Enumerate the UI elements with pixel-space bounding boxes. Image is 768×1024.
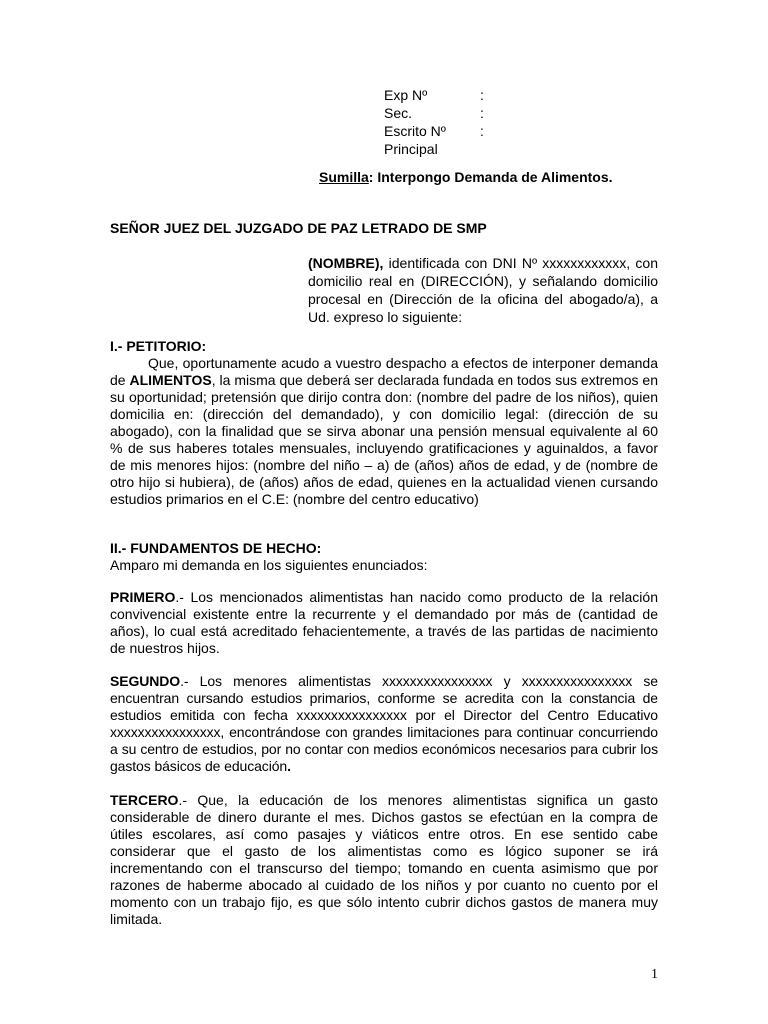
petitorio-bold: ALIMENTOS — [129, 372, 212, 388]
segundo-end: . — [287, 758, 291, 774]
sumilla — [319, 169, 613, 185]
petitorio-text-b: , la misma que deberá ser declarada fundada en todos sus extremos en su oportunidad; pretensión que dirijo contra don: (nombre del padre de los niños), quien domicilia en: (dirección del demandado), y con domicilio legal: (dirección de su abogado), con la finalidad que se sirva abonar una pensión mensual equivalente al 60 % de sus haberes totales mensuales, incluyendo gratificaciones y aguinaldos, a favor de mis menores hijos: (nombre del niño – a) de (años) años de edad, y de (nombre de otro hijo si hubiera), de (años) años de edad, quienes en la actualidad vienen cursando estudios primarios en el C.E: (nombre del centro educativo) — [110, 372, 658, 507]
tercero-paragraph — [110, 792, 658, 928]
case-header — [384, 86, 484, 158]
primero-label: PRIMERO — [110, 589, 176, 605]
segundo-text: .- Los menores alimentistas xxxxxxxxxxxxxxxx y xxxxxxxxxxxxxxxx se encuentran cursando estudios primarios, conforme se acredita con la constancia de estudios emitida con fecha xxxxxxxxxxxxxxxx por el Director del Centro Educativo xxxxxxxxxxxxxxxx, encontrándose con grandes limitaciones para continuar concurriendo a su centro de estudios, por no contar con medios económicos necesarios para cubrir los gastos básicos de educación — [110, 673, 658, 774]
fundamentos-heading: II.- FUNDAMENTOS DE HECHO: — [110, 540, 322, 556]
header-label: Exp Nº — [384, 87, 428, 103]
header-label: Sec. — [384, 105, 413, 121]
petitorio-section — [110, 338, 658, 508]
sumilla-label: Sumilla — [319, 169, 369, 185]
header-row-exp — [384, 86, 484, 104]
header-row-principal — [384, 140, 484, 158]
segundo-label: SEGUNDO — [110, 673, 181, 689]
addressee: SEÑOR JUEZ DEL JUZGADO DE PAZ LETRADO DE SMP — [110, 220, 487, 236]
header-colon: : — [480, 105, 484, 121]
header-row-sec — [384, 104, 484, 122]
intro-name: (NOMBRE), — [308, 255, 384, 271]
page-number: 1 — [651, 967, 658, 982]
tercero-text: .- Que, la educación de los menores alimentistas significa un gasto considerable de dinero durante el mes. Dichos gastos se efectúan en la compra de útiles escolares, así como pasajes y viáticos entre otros. En ese sentido cabe considerar que el gasto de los alimentistas como es lógico suponer se irá incrementando con el transcurso del tiempo; tomando en cuenta asimismo que por razones de haberme abocado al cuidado de los niños y por cuanto no cuento por el momento con un trabajo fijo, es que sólo intento cubrir dichos gastos de manera muy limitada. — [110, 792, 658, 927]
petitorio-paragraph — [110, 355, 658, 508]
tercero-label: TERCERO — [110, 792, 179, 808]
intro-text: identificada con DNI Nº xxxxxxxxxxxx, con domicilio real en (DIRECCIÓN), y señalando domicilio procesal en (Dirección de la oficina del abogado/a), a Ud. expreso lo siguiente: — [308, 255, 658, 325]
petitorio-text-a: Que, oportunamente acudo a vuestro despacho a efectos de interponer demanda de — [110, 355, 658, 388]
primero-paragraph — [110, 589, 658, 657]
header-colon: : — [480, 123, 484, 139]
header-colon: : — [480, 87, 484, 103]
fundamentos-subtext: Amparo mi demanda en los siguientes enunciados: — [110, 557, 428, 573]
segundo-paragraph — [110, 673, 658, 775]
header-label: Escrito Nº — [384, 123, 446, 139]
fundamentos-section — [110, 540, 658, 574]
sumilla-text: : Interpongo Demanda de Alimentos. — [368, 169, 613, 185]
intro-paragraph — [308, 254, 658, 326]
header-row-escrito — [384, 122, 484, 140]
primero-text: .- Los mencionados alimentistas han nacido como producto de la relación convivencial existente entre la recurrente y el demandado por más de (cantidad de años), lo cual está acreditado fehacientemente, a través de las partidas de nacimiento de nuestros hijos. — [110, 589, 658, 656]
header-label: Principal — [384, 141, 438, 157]
petitorio-heading: I.- PETITORIO: — [110, 338, 207, 354]
